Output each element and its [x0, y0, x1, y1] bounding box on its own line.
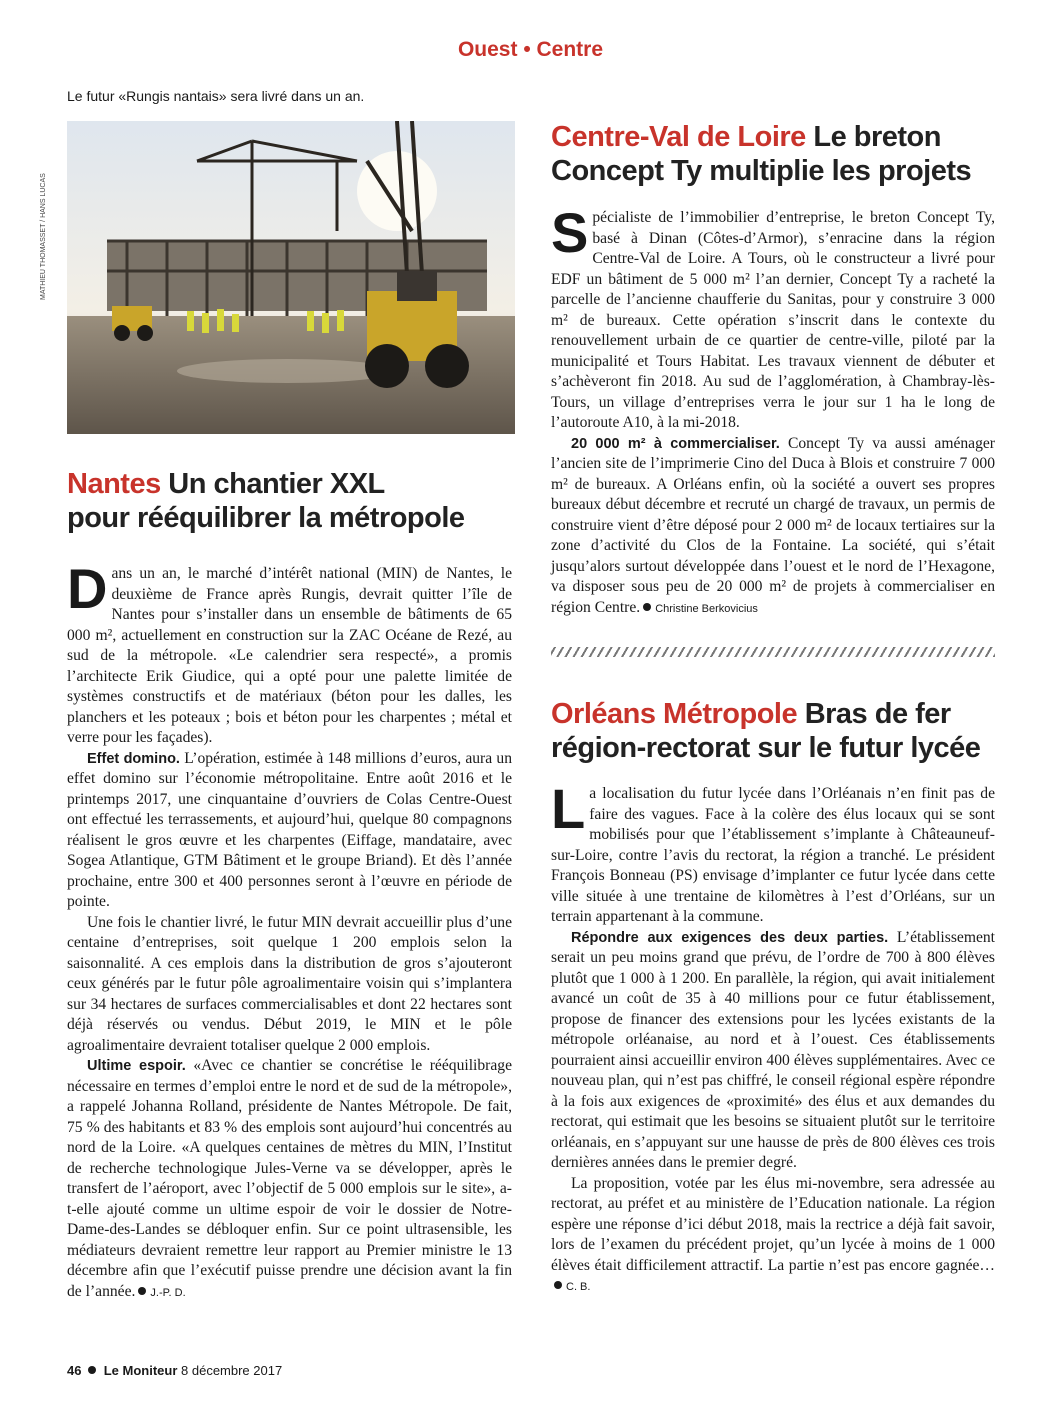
page-number: 46: [67, 1363, 82, 1378]
orleans-title-2: région-rectorat sur le futur lycée: [551, 732, 981, 764]
cvl-paragraph-2: [551, 434, 995, 620]
nantes-title-1: Un chantier XXL: [168, 468, 385, 500]
orleans-p3-text: La proposition, votée par les élus mi-novembre, sera adressée au rectorat, au préfet et au ministère de l’Education nationale. La région espère une réponse d’ici début 2018, mais la rectrice a déjà fait savoir, lors de l’examen du précédent projet, qu’un lycée à moins de 1 000 élèves était difficilement attractif. La partie n’est pas encore gagnée…: [551, 1174, 995, 1274]
magazine-name: Le Moniteur: [103, 1363, 178, 1378]
cvl-title-1: Le breton: [813, 121, 941, 153]
nantes-drop-cap: D: [67, 557, 108, 620]
nantes-title-2: pour rééquilibrer la métropole: [67, 502, 465, 534]
end-bullet: [554, 1281, 562, 1289]
photo-caption: Le futur «Rungis nantais» sera livré dans un an.: [67, 88, 365, 104]
orleans-drop-cap: L: [551, 777, 586, 840]
orleans-p1-text: a localisation du futur lycée dans l’Orléanais n’en finit pas de faire des vagues. Face à la colère des élus locaux qui se sont mobilisés pour que l’établissement s’implante à Châteauneuf-sur-Loire, contre l’avis du rectorat, la région a tranché. Le président François Bonneau (PS) envisage d’implanter ce futur lycée dans cette ville située à une trentaine de kilomètres à l’est d’Orléans, sur un terrain appartenant à la commune.: [551, 785, 995, 925]
nantes-headline: [67, 467, 517, 535]
issue-date: 8 décembre 2017: [181, 1363, 283, 1378]
page-footer: [67, 1363, 282, 1378]
section-title: Ouest • Centre: [457, 38, 604, 61]
nantes-paragraph-3: Une fois le chantier livré, le futur MIN devrait accueillir plus d’une centaine d’entreprises, soit quelque 1 200 emplois selon la saisonnalité. A ces emplois dans la distribution de gros s’ajouteront ceux générés par le futur pôle agroalimentaire voisin qui s’implantera sur 34 hectares de surfaces commercialisables et dont 22 hectares sont déjà réservés ou vendus. Début 2019, le MIN et le pôle agroalimentaire devraient totaliser quelque 2 000 emplois.: [67, 913, 512, 1054]
article-divider: [551, 647, 995, 657]
end-bullet: [138, 1287, 146, 1295]
construction-photo: [67, 121, 515, 434]
nantes-paragraph-1: [67, 557, 512, 749]
orleans-body: [551, 777, 995, 1298]
footer-bullet: [88, 1366, 96, 1374]
nantes-paragraph-4: [67, 1056, 512, 1303]
cvl-drop-cap: S: [551, 201, 589, 264]
cvl-subhead: 20 000 m² à commercialiser.: [571, 435, 780, 452]
orleans-kicker: Orléans Métropole: [551, 698, 798, 730]
cvl-paragraph-1: [551, 201, 995, 434]
orleans-paragraph-3: [551, 1174, 995, 1298]
nantes-paragraph-2: [67, 749, 512, 913]
cvl-p1-text: pécialiste de l’immobilier d’entreprise, le breton Concept Ty, basé à Dinan (Côtes-d’Armor), s’enracine dans la région Centre-Val de Loire. A Tours, où le constructeur a livré pour EDF un bâtiment de 5 000 m² l’an dernier, Concept Ty a racheté la parcelle de l’ancienne chaufferie du Sanitas, pour y construire 3 000 m² de bureaux. Cette opération s’inscrit dans le contexte du renouvellement urbain de ce quartier de centre-ville, piloté par la municipalité et Tours Habitat. Les travaux viennent de débuter et s’achèveront fin 2018. Au sud de l’agglomération, à Chambray-lès-Tours, un village d’entreprises verra le jour sur 1 ha le long de l’autoroute A10, à la mi-2018.: [551, 209, 995, 431]
cvl-p2-text: Concept Ty va aussi aménager l’ancien site de l’imprimerie Cino del Duca à Blois et construire 7 000 m² de bureaux. A Orléans enfin, où la société a ouvert ses propres bureaux début décembre et recruté un chargé de travaux, un permis de construire vient d’être déposé pour 2 000 m² de locaux tertiaires sur la zone d’activité du Clos de la Fontaine. La société, qui s’était jusqu’alors surtout développée dans l’ouest et le nord de l’Hexagone, va disposer sous peu de 20 000 m² de projets à commercialiser en région Centre.: [551, 434, 995, 616]
nantes-kicker: Nantes: [67, 468, 161, 500]
nantes-p1-text: ans un an, le marché d’intérêt national (MIN) de Nantes, le deuxième de France après Rungis, devrait quitter l’île de Nantes pour s’installer dans un ensemble de bâtiments de 65 000 m², actuellement en construction sur la ZAC Océane de Rezé, au sud de la métropole. «Le calendrier sera respecté», a promis l’architecte Erik Giudice, qui a opté pour une palette limitée de systèmes constructifs et de matériaux (béton pour les dalles, les planchers et les poteaux ; bois et béton pour les charpentes ; métal et verre pour les façades).: [67, 565, 512, 746]
orleans-title-1: Bras de fer: [804, 698, 951, 730]
nantes-p4-text: «Avec ce chantier se concrétise le rééquilibrage nécessaire en termes d’emploi entre le nord et de sud de la métropole», a rappelé Johanna Rolland, présidente de Nantes Métropole. De fait, 75 % des habitants et 83 % des emplois sont aujourd’hui concentrés au nord de la Loire. «A quelques centaines de mètres du MIN, l’Institut de recherche technologique Jules-Verne va se développer, après le transfert de l’aéroport, avec l’objectif de 5 000 emplois sur le site», a-t-elle ajouté comme un ultime espoir de voir le dossier de Notre-Dame-des-Landes se débloquer enfin. Sur ce point ultrasensible, les médiateurs devraient remettre leur rapport au Premier ministre le 13 décembre afin que l’exécutif puisse prendre une décision avant la fin de l’année.: [67, 1057, 512, 1300]
cvl-kicker: Centre-Val de Loire: [551, 121, 806, 153]
nantes-subhead-2: Ultime espoir.: [87, 1058, 186, 1074]
cvl-signature: Christine Berkovicius: [655, 602, 758, 615]
orleans-signature: C. B.: [566, 1281, 591, 1293]
orleans-p2-text: L’établissement serait un peu moins grand que prévu, de l’ordre de 700 à 800 élèves plutôt que 1 000 à 1 200. En parallèle, la région, qui avait initialement avancé un coût de 35 à 40 millions pour ce futur établissement, propose de financer des extensions pour les lycées existants de la métropole orléanaise, au nord et à l’ouest. Ces établissements pourraient ainsi accueillir environ 400 élèves supplémentaires. Avec ce nouveau plan, qui n’est pas chiffré, le conseil régional espère répondre à la fois aux exigences de «proximité» des élus et aux demandes du rectorat, qui estimait que les besoins se situaient plutôt sur le territoire orléanais, en s’appuyant sur une hausse de près de 800 élèves ces trois dernières années dans le premier degré.: [551, 928, 995, 1171]
nantes-signature: J.-P. D.: [150, 1286, 186, 1299]
orleans-paragraph-1: [551, 777, 995, 928]
cvl-title-2: Concept Ty multiplie les projets: [551, 155, 972, 187]
orleans-subhead: Répondre aux exigences des deux parties.: [571, 929, 889, 946]
nantes-body: [67, 557, 512, 1303]
orleans-headline: [551, 697, 1011, 765]
photo-credit: MATHIEU THOMASSET / HANS LUCAS: [40, 173, 47, 300]
nantes-p2-text: L’opération, estimée à 148 millions d’euros, aura un effet domino sur l’économie métropolitaine. Entre août 2016 et le printemps 2017, une cinquantaine d’ouvriers de Colas Centre-Ouest ont effectué les terrassements, et aujourd’hui, quelque 80 compagnons réalisent le gros œuvre et les charpentes (Eiffage, mandataire, avec Sogea Atlantique, GTM Bâtiment et le groupe Briand). Et dès l’année prochaine, entre 300 et 400 personnes seront à l’œuvre en période de pointe.: [67, 749, 512, 910]
end-bullet: [643, 603, 651, 611]
cvl-body: [551, 201, 995, 619]
orleans-paragraph-2: [551, 928, 995, 1174]
cvl-headline: [551, 120, 1011, 188]
nantes-subhead-1: Effet domino.: [87, 750, 180, 767]
